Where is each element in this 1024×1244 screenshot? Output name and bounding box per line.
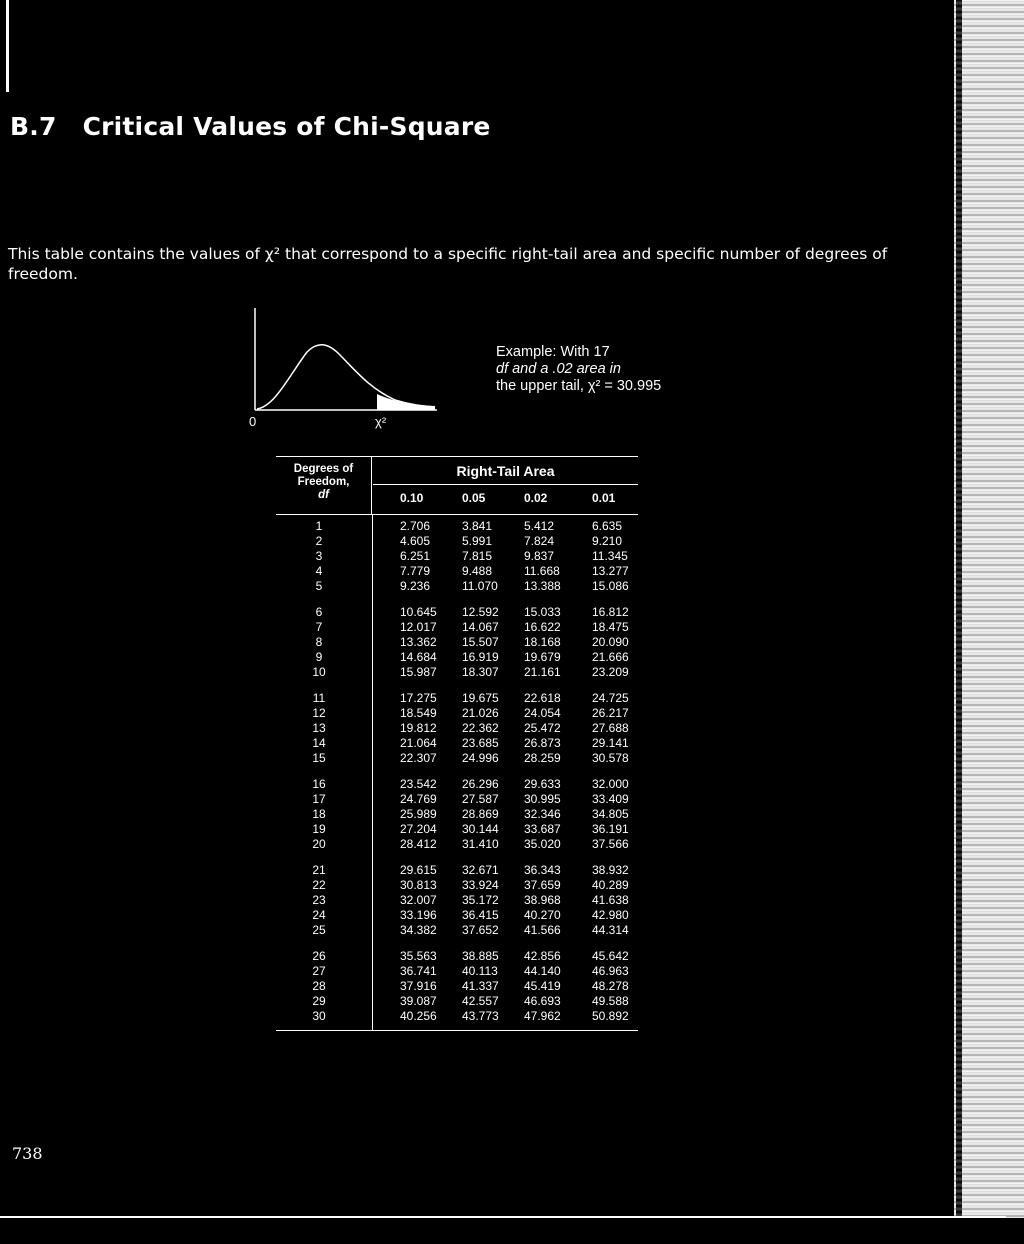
critical-value-cell: 43.773 <box>462 1009 499 1023</box>
critical-value-cell: 6.251 <box>400 549 431 563</box>
page-bottom-rule <box>0 1216 1006 1218</box>
table-row <box>276 549 638 564</box>
table-row-group <box>276 949 638 1024</box>
area-header-002: 0.02 <box>524 491 548 505</box>
critical-value-cell: 34.805 <box>592 807 629 821</box>
critical-value-cell: 42.856 <box>524 949 561 963</box>
critical-value-cell: 46.693 <box>524 994 561 1008</box>
df-cell: 9 <box>315 650 323 664</box>
df-cell: 8 <box>315 635 323 649</box>
critical-value-cell: 45.419 <box>524 979 561 993</box>
df-cell: 25 <box>312 923 326 937</box>
df-cell: 22 <box>312 878 326 892</box>
upper-tail-shaded-area <box>377 394 435 410</box>
df-cell: 27 <box>312 964 326 978</box>
critical-value-cell: 27.688 <box>592 721 629 735</box>
critical-value-cell: 15.507 <box>462 635 499 649</box>
origin-label: 0 <box>249 414 257 429</box>
critical-value-cell: 13.388 <box>524 579 561 593</box>
critical-value-cell: 40.289 <box>592 878 629 892</box>
critical-value-cell: 5.991 <box>462 534 493 548</box>
right-tail-area-header: Right-Tail Area <box>456 463 555 479</box>
df-cell: 21 <box>312 863 326 877</box>
table-row <box>276 519 638 534</box>
critical-value-cell: 36.415 <box>462 908 499 922</box>
df-cell: 13 <box>312 721 326 735</box>
section-title: Critical Values of Chi-Square <box>82 112 491 141</box>
critical-value-cell: 7.779 <box>400 564 431 578</box>
critical-value-cell: 13.362 <box>400 635 437 649</box>
critical-value-cell: 44.140 <box>524 964 561 978</box>
table-row <box>276 994 638 1009</box>
critical-value-cell: 15.987 <box>400 665 437 679</box>
table-row <box>276 807 638 822</box>
critical-value-cell: 23.209 <box>592 665 629 679</box>
critical-value-cell: 2.706 <box>400 519 431 533</box>
df-cell: 19 <box>312 822 326 836</box>
critical-value-cell: 35.020 <box>524 837 561 851</box>
critical-value-cell: 19.679 <box>524 650 561 664</box>
critical-value-cell: 30.813 <box>400 878 437 892</box>
critical-value-cell: 47.962 <box>524 1009 561 1023</box>
critical-value-cell: 34.382 <box>400 923 437 937</box>
critical-value-cell: 28.412 <box>400 837 437 851</box>
critical-value-cell: 16.622 <box>524 620 561 634</box>
critical-value-cell: 42.557 <box>462 994 499 1008</box>
critical-value-cell: 7.824 <box>524 534 555 548</box>
critical-value-cell: 50.892 <box>592 1009 629 1023</box>
critical-value-cell: 21.161 <box>524 665 561 679</box>
critical-value-cell: 24.054 <box>524 706 561 720</box>
table-row <box>276 665 638 680</box>
table-row <box>276 650 638 665</box>
critical-value-cell: 11.070 <box>462 579 498 593</box>
critical-value-cell: 26.296 <box>462 777 499 791</box>
critical-value-cell: 31.410 <box>462 837 499 851</box>
critical-value-cell: 32.671 <box>462 863 499 877</box>
critical-value-cell: 33.196 <box>400 908 437 922</box>
table-row <box>276 721 638 736</box>
df-cell: 6 <box>315 605 323 619</box>
chi-square-curve-figure <box>245 306 445 430</box>
section-heading <box>10 112 491 141</box>
df-cell: 3 <box>315 549 323 563</box>
critical-value-cell: 18.307 <box>462 665 499 679</box>
critical-value-cell: 18.549 <box>400 706 437 720</box>
critical-value-cell: 14.684 <box>400 650 437 664</box>
df-cell: 10 <box>312 665 326 679</box>
df-cell: 28 <box>312 979 326 993</box>
table-row <box>276 908 638 923</box>
df-cell: 11 <box>312 691 326 705</box>
critical-value-cell: 9.837 <box>524 549 555 563</box>
example-caption <box>496 344 661 395</box>
critical-value-cell: 19.812 <box>400 721 437 735</box>
spine-shadow <box>956 0 962 1218</box>
critical-value-cell: 26.217 <box>592 706 629 720</box>
critical-value-cell: 45.642 <box>592 949 629 963</box>
critical-value-cell: 38.885 <box>462 949 499 963</box>
area-values-row <box>373 491 638 507</box>
critical-value-cell: 35.563 <box>400 949 437 963</box>
critical-value-cell: 30.995 <box>524 792 561 806</box>
critical-value-cell: 35.172 <box>462 893 499 907</box>
df-cell: 15 <box>312 751 326 765</box>
critical-value-cell: 28.869 <box>462 807 499 821</box>
table-header <box>276 456 638 515</box>
critical-value-cell: 49.588 <box>592 994 629 1008</box>
table-body <box>276 515 638 1031</box>
critical-value-cell: 41.337 <box>462 979 499 993</box>
critical-value-cell: 3.841 <box>462 519 493 533</box>
section-number: B.7 <box>10 112 57 141</box>
critical-value-cell: 41.566 <box>524 923 561 937</box>
table-row-group <box>276 777 638 852</box>
table-row <box>276 706 638 721</box>
critical-value-cell: 22.618 <box>524 691 561 705</box>
critical-value-cell: 36.191 <box>592 822 629 836</box>
critical-value-cell: 5.412 <box>524 519 555 533</box>
critical-value-cell: 32.000 <box>592 777 629 791</box>
critical-value-cell: 30.144 <box>462 822 499 836</box>
table-row-group <box>276 691 638 766</box>
df-header-line-2: Freedom, <box>297 476 350 488</box>
critical-value-cell: 11.345 <box>592 549 628 563</box>
critical-value-cell: 12.592 <box>462 605 499 619</box>
critical-value-cell: 48.278 <box>592 979 629 993</box>
critical-value-cell: 27.204 <box>400 822 437 836</box>
critical-value-cell: 46.963 <box>592 964 629 978</box>
table-row <box>276 878 638 893</box>
df-cell: 17 <box>312 792 326 806</box>
table-row <box>276 777 638 792</box>
df-header-line-3: df <box>318 489 329 501</box>
critical-value-cell: 16.919 <box>462 650 499 664</box>
critical-value-cell: 26.873 <box>524 736 561 750</box>
critical-value-cell: 37.659 <box>524 878 561 892</box>
df-cell: 29 <box>312 994 326 1008</box>
critical-value-cell: 9.236 <box>400 579 431 593</box>
critical-value-cell: 40.270 <box>524 908 561 922</box>
table-row <box>276 635 638 650</box>
critical-value-cell: 28.259 <box>524 751 561 765</box>
critical-value-cell: 21.064 <box>400 736 437 750</box>
critical-value-cell: 29.141 <box>592 736 629 750</box>
critical-value-cell: 29.633 <box>524 777 561 791</box>
table-row-group <box>276 519 638 594</box>
df-cell: 18 <box>312 807 326 821</box>
df-cell: 23 <box>312 893 326 907</box>
table-row <box>276 837 638 852</box>
critical-value-cell: 42.980 <box>592 908 629 922</box>
df-cell: 4 <box>315 564 323 578</box>
critical-value-cell: 38.968 <box>524 893 561 907</box>
critical-value-cell: 23.542 <box>400 777 437 791</box>
df-cell: 16 <box>312 777 326 791</box>
critical-value-cell: 24.725 <box>592 691 629 705</box>
table-row <box>276 751 638 766</box>
df-header-line-1: Degrees of <box>293 463 354 475</box>
critical-value-cell: 9.488 <box>462 564 493 578</box>
critical-value-cell: 40.113 <box>462 964 498 978</box>
df-column-header <box>276 457 372 514</box>
area-header-010: 0.10 <box>400 491 424 505</box>
critical-value-cell: 15.033 <box>524 605 561 619</box>
table-row <box>276 949 638 964</box>
critical-value-cell: 12.017 <box>400 620 437 634</box>
critical-value-cell: 10.645 <box>400 605 437 619</box>
page-edge-bar <box>6 0 9 92</box>
table-row-group <box>276 863 638 938</box>
chi-square-table <box>276 456 638 1031</box>
critical-value-cell: 40.256 <box>400 1009 437 1023</box>
table-row <box>276 579 638 594</box>
df-cell: 24 <box>312 908 326 922</box>
critical-value-cell: 17.275 <box>400 691 437 705</box>
df-cell: 7 <box>315 620 323 634</box>
example-line-3: the upper tail, χ² = 30.995 <box>496 378 662 394</box>
critical-value-cell: 21.026 <box>462 706 499 720</box>
table-row <box>276 691 638 706</box>
table-row <box>276 564 638 579</box>
df-cell: 2 <box>315 534 323 548</box>
area-header-005: 0.05 <box>462 491 486 505</box>
critical-value-cell: 6.635 <box>592 519 623 533</box>
critical-value-cell: 27.587 <box>462 792 499 806</box>
example-line-2: df and a .02 area in <box>496 361 621 377</box>
table-row <box>276 979 638 994</box>
critical-value-cell: 19.675 <box>462 691 499 705</box>
critical-value-cell: 30.578 <box>592 751 629 765</box>
page-number: 738 <box>12 1144 43 1163</box>
critical-value-cell: 24.769 <box>400 792 437 806</box>
table-row <box>276 620 638 635</box>
critical-value-cell: 23.685 <box>462 736 499 750</box>
table-row-group <box>276 605 638 680</box>
df-cell: 26 <box>312 949 326 963</box>
chi-square-axis-label: χ² <box>375 414 387 429</box>
table-row <box>276 893 638 908</box>
critical-value-cell: 37.652 <box>462 923 499 937</box>
critical-value-cell: 36.741 <box>400 964 437 978</box>
table-row <box>276 1009 638 1024</box>
df-cell: 5 <box>315 579 323 593</box>
critical-value-cell: 4.605 <box>400 534 431 548</box>
critical-value-cell: 41.638 <box>592 893 629 907</box>
critical-value-cell: 16.812 <box>592 605 629 619</box>
critical-value-cell: 11.668 <box>524 564 560 578</box>
critical-value-cell: 36.343 <box>524 863 561 877</box>
critical-value-cell: 14.067 <box>462 620 499 634</box>
density-curve <box>257 345 435 409</box>
critical-value-cell: 21.666 <box>592 650 629 664</box>
df-cell: 30 <box>312 1009 326 1023</box>
critical-value-cell: 13.277 <box>592 564 629 578</box>
critical-value-cell: 22.307 <box>400 751 437 765</box>
df-cell: 20 <box>312 837 326 851</box>
critical-value-cell: 25.989 <box>400 807 437 821</box>
table-row <box>276 534 638 549</box>
intro-paragraph: This table contains the values of χ² that correspond to a specific right-tail area and specific number of degrees of freedom. <box>8 245 888 283</box>
table-row <box>276 863 638 878</box>
critical-value-cell: 15.086 <box>592 579 629 593</box>
critical-value-cell: 33.409 <box>592 792 629 806</box>
critical-value-cell: 32.346 <box>524 807 561 821</box>
critical-value-cell: 33.924 <box>462 878 499 892</box>
critical-value-cell: 22.362 <box>462 721 499 735</box>
table-row <box>276 923 638 938</box>
critical-value-cell: 18.475 <box>592 620 629 634</box>
critical-value-cell: 24.996 <box>462 751 499 765</box>
area-header-block <box>373 457 638 514</box>
df-cell: 12 <box>312 706 326 720</box>
critical-value-cell: 25.472 <box>524 721 561 735</box>
book-spine-edge <box>954 0 1024 1218</box>
table-row <box>276 964 638 979</box>
critical-value-cell: 33.687 <box>524 822 561 836</box>
critical-value-cell: 38.932 <box>592 863 629 877</box>
critical-value-cell: 9.210 <box>592 534 623 548</box>
critical-value-cell: 37.916 <box>400 979 437 993</box>
area-header-001: 0.01 <box>592 491 616 505</box>
critical-value-cell: 20.090 <box>592 635 629 649</box>
table-row <box>276 822 638 837</box>
table-row <box>276 736 638 751</box>
table-row <box>276 605 638 620</box>
critical-value-cell: 18.168 <box>524 635 561 649</box>
critical-value-cell: 39.087 <box>400 994 437 1008</box>
df-cell: 1 <box>315 519 323 533</box>
critical-value-cell: 32.007 <box>400 893 437 907</box>
critical-value-cell: 29.615 <box>400 863 437 877</box>
critical-value-cell: 7.815 <box>462 549 493 563</box>
df-cell: 14 <box>312 736 326 750</box>
table-row <box>276 792 638 807</box>
critical-value-cell: 44.314 <box>592 923 629 937</box>
example-line-1: Example: With 17 <box>496 344 610 360</box>
area-header-rule <box>373 484 638 485</box>
critical-value-cell: 37.566 <box>592 837 629 851</box>
